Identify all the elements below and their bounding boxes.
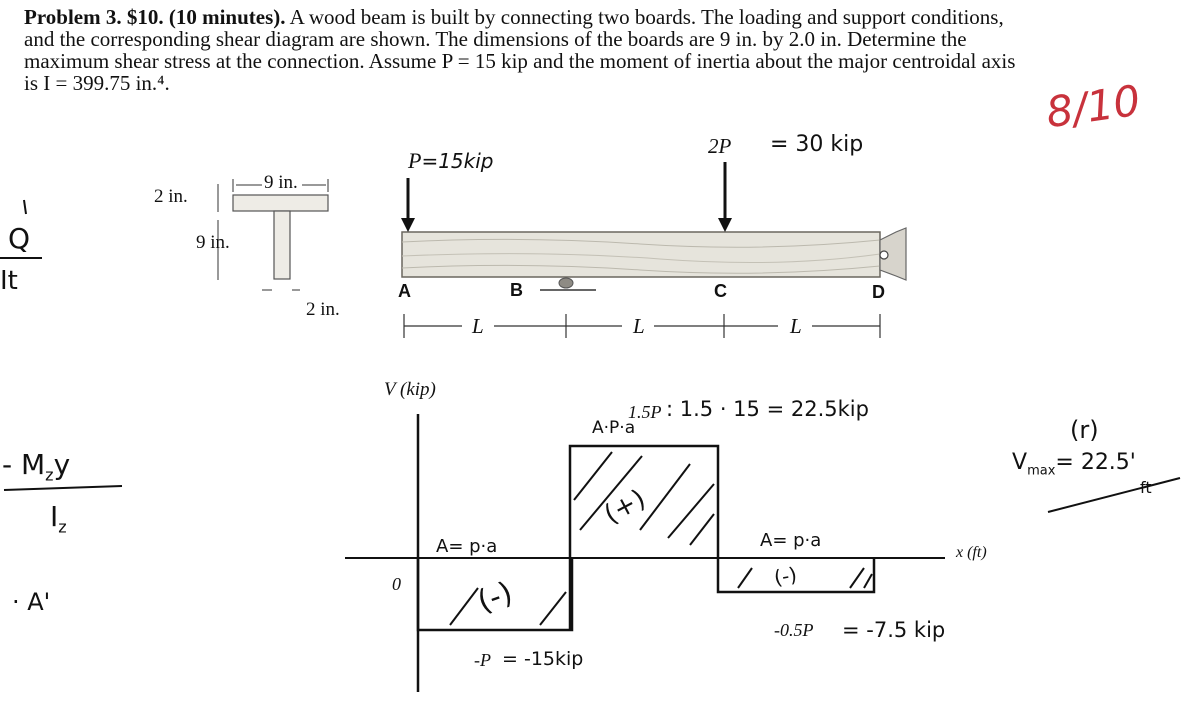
positive-shear-handwritten: : 1.5 · 15 = 22.5kip bbox=[666, 397, 869, 421]
load-p-printed: P bbox=[408, 148, 422, 173]
problem-body: A wood beam is built by connecting two boards. The loading and support conditions, and the corresponding shear diagram are shown. The dimensions of the boards are 9 in. by 2.0 in. Determine the maximum shear stress at the connection. Assume P = 15 kip and the moment of inertia about the major centroidal axis is I = 399.75 in.⁴. bbox=[24, 5, 1016, 95]
answer-vmax-value: = 22.5' bbox=[1055, 450, 1136, 475]
negative-area-2-handwritten: A= p·a bbox=[760, 530, 822, 551]
span-3-label: L bbox=[790, 314, 802, 338]
load-p-handwritten: =15kip bbox=[421, 149, 494, 173]
support-a-label: A bbox=[398, 281, 411, 301]
answer-vmax bbox=[1012, 450, 1136, 478]
answer-vmax-sub: max bbox=[1027, 463, 1056, 479]
support-d-label: D bbox=[872, 282, 885, 302]
x-axis-label: x (ft) bbox=[956, 544, 987, 561]
span-1-label: L bbox=[472, 314, 484, 338]
section-web-height-label: 9 in. bbox=[196, 232, 230, 253]
load-p-label bbox=[408, 148, 494, 174]
shear-diagram-drawing bbox=[345, 414, 945, 692]
answer-part-label: (r) bbox=[1070, 416, 1099, 444]
t-section-drawing bbox=[218, 179, 328, 290]
positive-area-handwritten: A·P·a bbox=[592, 418, 636, 438]
support-b-label: B bbox=[510, 280, 523, 300]
span-2-label: L bbox=[633, 314, 645, 338]
negative-shear-2-printed: -0.5P bbox=[774, 620, 814, 640]
answer-vmax-unit: ft bbox=[1140, 478, 1152, 497]
negative-sign-1-handwritten: (-) bbox=[473, 575, 518, 620]
origin-label: 0 bbox=[392, 574, 401, 594]
margin-it-denominator: It bbox=[0, 266, 18, 296]
margin-iz-denominator bbox=[50, 500, 67, 537]
shear-axis-label: V (kip) bbox=[384, 379, 436, 400]
margin-i-sub: z bbox=[58, 517, 67, 537]
beam-drawing bbox=[401, 162, 906, 338]
positive-shear-printed: 1.5P bbox=[628, 402, 662, 422]
margin-area-note: · A' bbox=[12, 588, 51, 616]
margin-q-numerator: Q bbox=[8, 222, 31, 255]
negative-area-1-handwritten: A= p·a bbox=[436, 536, 498, 557]
negative-shear-1-handwritten: = -15kip bbox=[502, 648, 584, 670]
negative-shear-1-printed: -P bbox=[474, 650, 491, 670]
answer-vmax-label: V bbox=[1012, 450, 1028, 475]
section-flange-thickness-label: 2 in. bbox=[154, 186, 188, 207]
margin-m: - M bbox=[2, 448, 46, 481]
margin-m-sub: z bbox=[45, 465, 54, 485]
load-2p-handwritten: = 30 kip bbox=[770, 132, 864, 157]
positive-sign-handwritten: (+) bbox=[599, 483, 651, 531]
load-2p-printed: 2P bbox=[708, 134, 732, 158]
margin-i: I bbox=[50, 500, 59, 533]
margin-moment-numerator bbox=[2, 448, 70, 485]
negative-sign-2-handwritten: (-) bbox=[772, 562, 799, 590]
margin-y: y bbox=[53, 448, 71, 481]
negative-shear-2-handwritten: = -7.5 kip bbox=[842, 618, 946, 642]
support-c-label: C bbox=[714, 281, 727, 301]
problem-heading: Problem 3. $10. (10 minutes). bbox=[24, 5, 286, 29]
grade-mark: 8/10 bbox=[1043, 75, 1144, 138]
section-top-width-label: 9 in. bbox=[264, 172, 298, 193]
section-web-thickness-label: 2 in. bbox=[306, 299, 340, 320]
